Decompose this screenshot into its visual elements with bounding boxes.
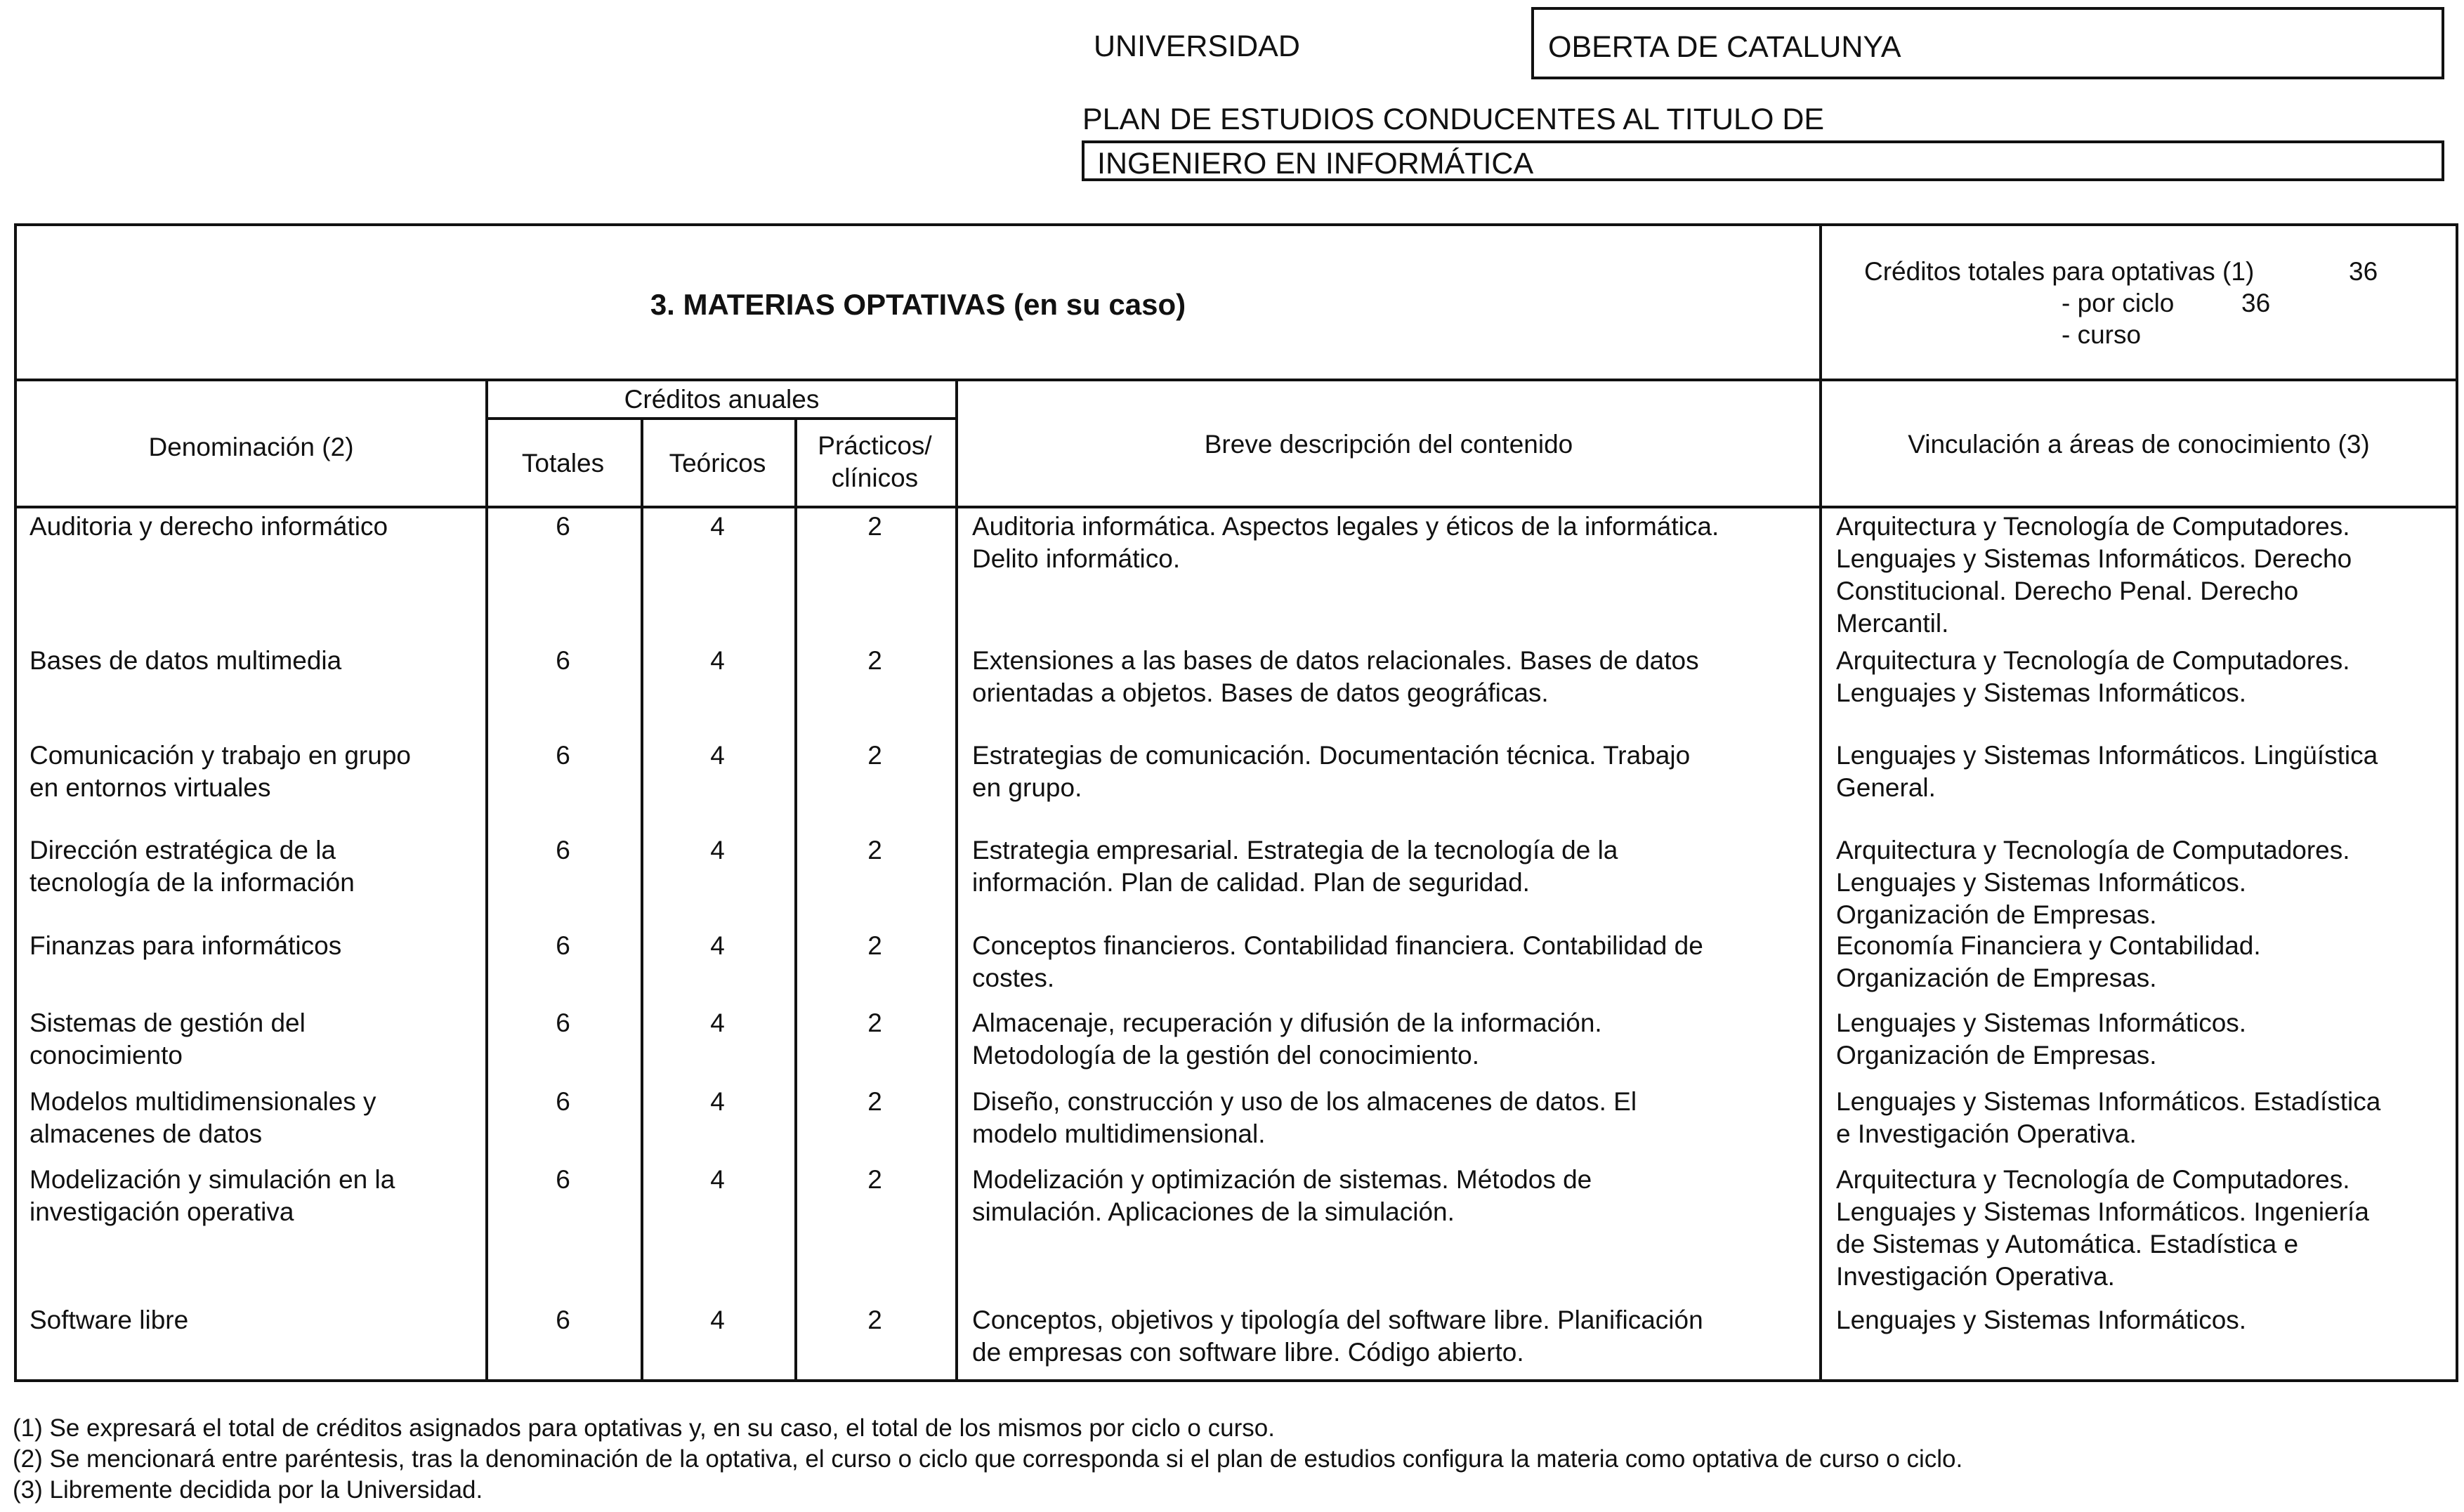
cell-teoricos: 4 [710, 1087, 725, 1116]
cell-teoricos: 4 [710, 512, 725, 541]
cell-areas-line: Investigación Operativa. [1836, 1262, 2115, 1291]
optativas-table [14, 223, 2458, 1382]
degree-title: INGENIERO EN INFORMÁTICA [1097, 147, 1534, 180]
cell-name-line: Modelos multidimensionales y [30, 1087, 376, 1116]
cell-desc-line: Almacenaje, recuperación y difusión de la información. [972, 1008, 1602, 1037]
cell-areas-line: Arquitectura y Tecnología de Computadores. [1836, 1165, 2350, 1194]
cell-desc-line: Estrategia empresarial. Estrategia de la tecnología de la [972, 836, 1618, 865]
cell-teoricos: 4 [710, 1165, 725, 1194]
cell-areas [1836, 1304, 2454, 1336]
cell-areas-line: Lenguajes y Sistemas Informáticos. Lingüística [1836, 741, 2378, 770]
cell-name-line: conocimiento [30, 1041, 183, 1070]
cell-areas-line: Lenguajes y Sistemas Informáticos. [1836, 1306, 2247, 1334]
cell-areas-line: Lenguajes y Sistemas Informáticos. [1836, 1008, 2247, 1037]
cell-areas-line: General. [1836, 773, 1936, 802]
col-header-denominacion: Denominación (2) [148, 433, 354, 461]
cell-desc-line: Conceptos financieros. Contabilidad financiera. Contabilidad de [972, 931, 1703, 960]
cell-desc [972, 739, 1815, 804]
cell-desc [972, 930, 1815, 994]
cell-desc-line: orientadas a objetos. Bases de datos geográficas. [972, 678, 1549, 707]
cell-desc-line: Modelización y optimización de sistemas. Métodos de [972, 1165, 1592, 1194]
cell-practicos: 2 [867, 512, 882, 541]
per-cycle-label: - por ciclo [2062, 289, 2175, 317]
cell-name [30, 930, 479, 962]
cell-practicos: 2 [867, 1165, 882, 1194]
cell-teoricos: 4 [710, 1008, 725, 1037]
cell-desc [972, 1304, 1815, 1369]
cell-name-line: Comunicación y trabajo en grupo [30, 741, 411, 770]
cell-teoricos: 4 [710, 1306, 725, 1334]
cell-totales: 6 [556, 1165, 570, 1194]
cell-desc-line: simulación. Aplicaciones de la simulación. [972, 1197, 1455, 1226]
cell-desc-line: información. Plan de calidad. Plan de seguridad. [972, 868, 1530, 897]
cell-totales: 6 [556, 836, 570, 865]
cell-practicos: 2 [867, 931, 882, 960]
cell-areas-line: Mercantil. [1836, 609, 1949, 638]
rule-col-totales [641, 417, 643, 1379]
cell-areas-line: Lenguajes y Sistemas Informáticos. [1836, 678, 2247, 707]
cell-areas-line: Arquitectura y Tecnología de Computadores. [1836, 836, 2350, 865]
cell-areas-line: e Investigación Operativa. [1836, 1119, 2137, 1148]
per-course-label: - curso [2062, 320, 2142, 349]
cell-desc-line: costes. [972, 964, 1055, 992]
cell-areas [1836, 739, 2454, 804]
cell-name-line: Sistemas de gestión del [30, 1008, 306, 1037]
section-title: 3. MATERIAS OPTATIVAS (en su caso) [650, 288, 1186, 321]
university-name-box [1531, 7, 2444, 79]
cell-areas-line: Organización de Empresas. [1836, 900, 2157, 929]
cell-desc-line: Conceptos, objetivos y tipología del software libre. Planificación [972, 1306, 1703, 1334]
cell-desc-line: Extensiones a las bases de datos relacionales. Bases de datos [972, 646, 1699, 675]
cell-teoricos: 4 [710, 836, 725, 865]
cell-areas-line: de Sistemas y Automática. Estadística e [1836, 1230, 2299, 1258]
footnotes [13, 1413, 1962, 1506]
cell-areas-line: Lenguajes y Sistemas Informáticos. Ingeniería [1836, 1197, 2369, 1226]
rule-title-bottom [17, 379, 2456, 381]
cell-name-line: Auditoria y derecho informático [30, 512, 388, 541]
cell-totales: 6 [556, 1087, 570, 1116]
cell-name-line: Modelización y simulación en la [30, 1165, 395, 1194]
cell-desc [972, 645, 1815, 709]
cell-practicos: 2 [867, 1008, 882, 1037]
cell-desc [972, 1164, 1815, 1228]
col-header-creditos-anuales: Créditos anuales [624, 385, 820, 414]
cell-totales: 6 [556, 741, 570, 770]
cell-name [30, 834, 479, 899]
cell-desc [972, 1007, 1815, 1072]
cell-areas-line: Lenguajes y Sistemas Informáticos. Derecho [1836, 544, 2352, 573]
cell-areas [1836, 1007, 2454, 1072]
cell-desc-line: en grupo. [972, 773, 1082, 802]
col-header-vinculacion: Vinculación a áreas de conocimiento (3) [1908, 430, 2370, 459]
col-header-totales: Totales [521, 449, 605, 478]
cell-name [30, 1164, 479, 1228]
plan-label: PLAN DE ESTUDIOS CONDUCENTES AL TITULO DE [1082, 103, 1825, 136]
cell-areas [1836, 930, 2454, 994]
university-name: OBERTA DE CATALUNYA [1548, 30, 1901, 64]
cell-practicos: 2 [867, 1087, 882, 1116]
cell-practicos: 2 [867, 1306, 882, 1334]
cell-areas [1836, 645, 2454, 709]
cell-name [30, 645, 479, 677]
cell-totales: 6 [556, 512, 570, 541]
rule-col-desc [1819, 226, 1822, 1379]
footnote-1: (1) Se expresará el total de créditos asignados para optativas y, en su caso, el total de los mismos por ciclo o curso. [13, 1414, 1275, 1442]
rule-header-bottom [17, 506, 2456, 508]
cell-name-line: Bases de datos multimedia [30, 646, 342, 675]
cell-desc-line: Diseño, construcción y uso de los almacenes de datos. El [972, 1087, 1637, 1116]
cell-areas-line: Organización de Empresas. [1836, 1041, 2157, 1070]
cell-practicos: 2 [867, 741, 882, 770]
col-header-teoricos: Teóricos [669, 449, 766, 478]
col-header-practicos-line1: Prácticos/ [818, 431, 932, 460]
cell-name [30, 739, 479, 804]
cell-name-line: Dirección estratégica de la [30, 836, 336, 865]
rule-col-practicos [955, 379, 958, 1379]
cell-practicos: 2 [867, 836, 882, 865]
cell-name-line: Software libre [30, 1306, 189, 1334]
cell-desc-line: Auditoria informática. Aspectos legales y éticos de la informática. [972, 512, 1719, 541]
cell-areas-line: Organización de Empresas. [1836, 964, 2157, 992]
cell-areas [1836, 511, 2454, 640]
cell-name [30, 511, 479, 543]
cell-teoricos: 4 [710, 646, 725, 675]
cell-areas [1836, 1164, 2454, 1293]
cell-areas-line: Economía Financiera y Contabilidad. [1836, 931, 2261, 960]
cell-areas-line: Lenguajes y Sistemas Informáticos. [1836, 868, 2247, 897]
cell-totales: 6 [556, 931, 570, 960]
cell-areas-line: Constitucional. Derecho Penal. Derecho [1836, 577, 2299, 605]
cell-desc [972, 511, 1815, 575]
cell-name-line: en entornos virtuales [30, 773, 271, 802]
cell-areas [1836, 834, 2454, 931]
cell-areas-line: Arquitectura y Tecnología de Computadores. [1836, 646, 2350, 675]
per-cycle-value: 36 [2241, 289, 2271, 317]
cell-desc [972, 834, 1815, 899]
cell-name-line: Finanzas para informáticos [30, 931, 342, 960]
col-header-practicos-line2: clínicos [831, 464, 919, 492]
cell-name [30, 1304, 479, 1336]
footnote-2: (2) Se mencionará entre paréntesis, tras la denominación de la optativa, el curso o ciclo que corresponda si el plan de estudios configura la materia como optativa de curso o ciclo. [13, 1445, 1963, 1473]
cell-desc-line: Delito informático. [972, 544, 1181, 573]
cell-desc-line: Estrategias de comunicación. Documentación técnica. Trabajo [972, 741, 1691, 770]
cell-desc-line: modelo multidimensional. [972, 1119, 1266, 1148]
cell-areas [1836, 1086, 2454, 1150]
footnote-3: (3) Libremente decidida por la Universidad. [13, 1476, 483, 1504]
cell-teoricos: 4 [710, 741, 725, 770]
rule-credits-group [485, 417, 958, 420]
cell-totales: 6 [556, 1008, 570, 1037]
cell-practicos: 2 [867, 646, 882, 675]
credits-total-label: Créditos totales para optativas (1) [1864, 257, 2255, 286]
cell-teoricos: 4 [710, 931, 725, 960]
cell-name-line: almacenes de datos [30, 1119, 263, 1148]
university-label: UNIVERSIDAD [1094, 29, 1300, 63]
cell-name [30, 1086, 479, 1150]
cell-totales: 6 [556, 1306, 570, 1334]
cell-areas-line: Lenguajes y Sistemas Informáticos. Estadística [1836, 1087, 2381, 1116]
cell-name-line: tecnología de la información [30, 868, 355, 897]
cell-desc [972, 1086, 1815, 1150]
col-header-descripcion: Breve descripción del contenido [1204, 430, 1573, 459]
credits-total-value: 36 [2349, 257, 2378, 286]
cell-desc-line: Metodología de la gestión del conocimiento. [972, 1041, 1479, 1070]
cell-name [30, 1007, 479, 1072]
cell-areas-line: Arquitectura y Tecnología de Computadores. [1836, 512, 2350, 541]
degree-box [1082, 140, 2444, 181]
cell-name-line: investigación operativa [30, 1197, 294, 1226]
rule-col-teoricos [794, 417, 797, 1379]
col-header-practicos [794, 430, 955, 494]
cell-desc-line: de empresas con software libre. Código abierto. [972, 1338, 1524, 1367]
cell-totales: 6 [556, 646, 570, 675]
